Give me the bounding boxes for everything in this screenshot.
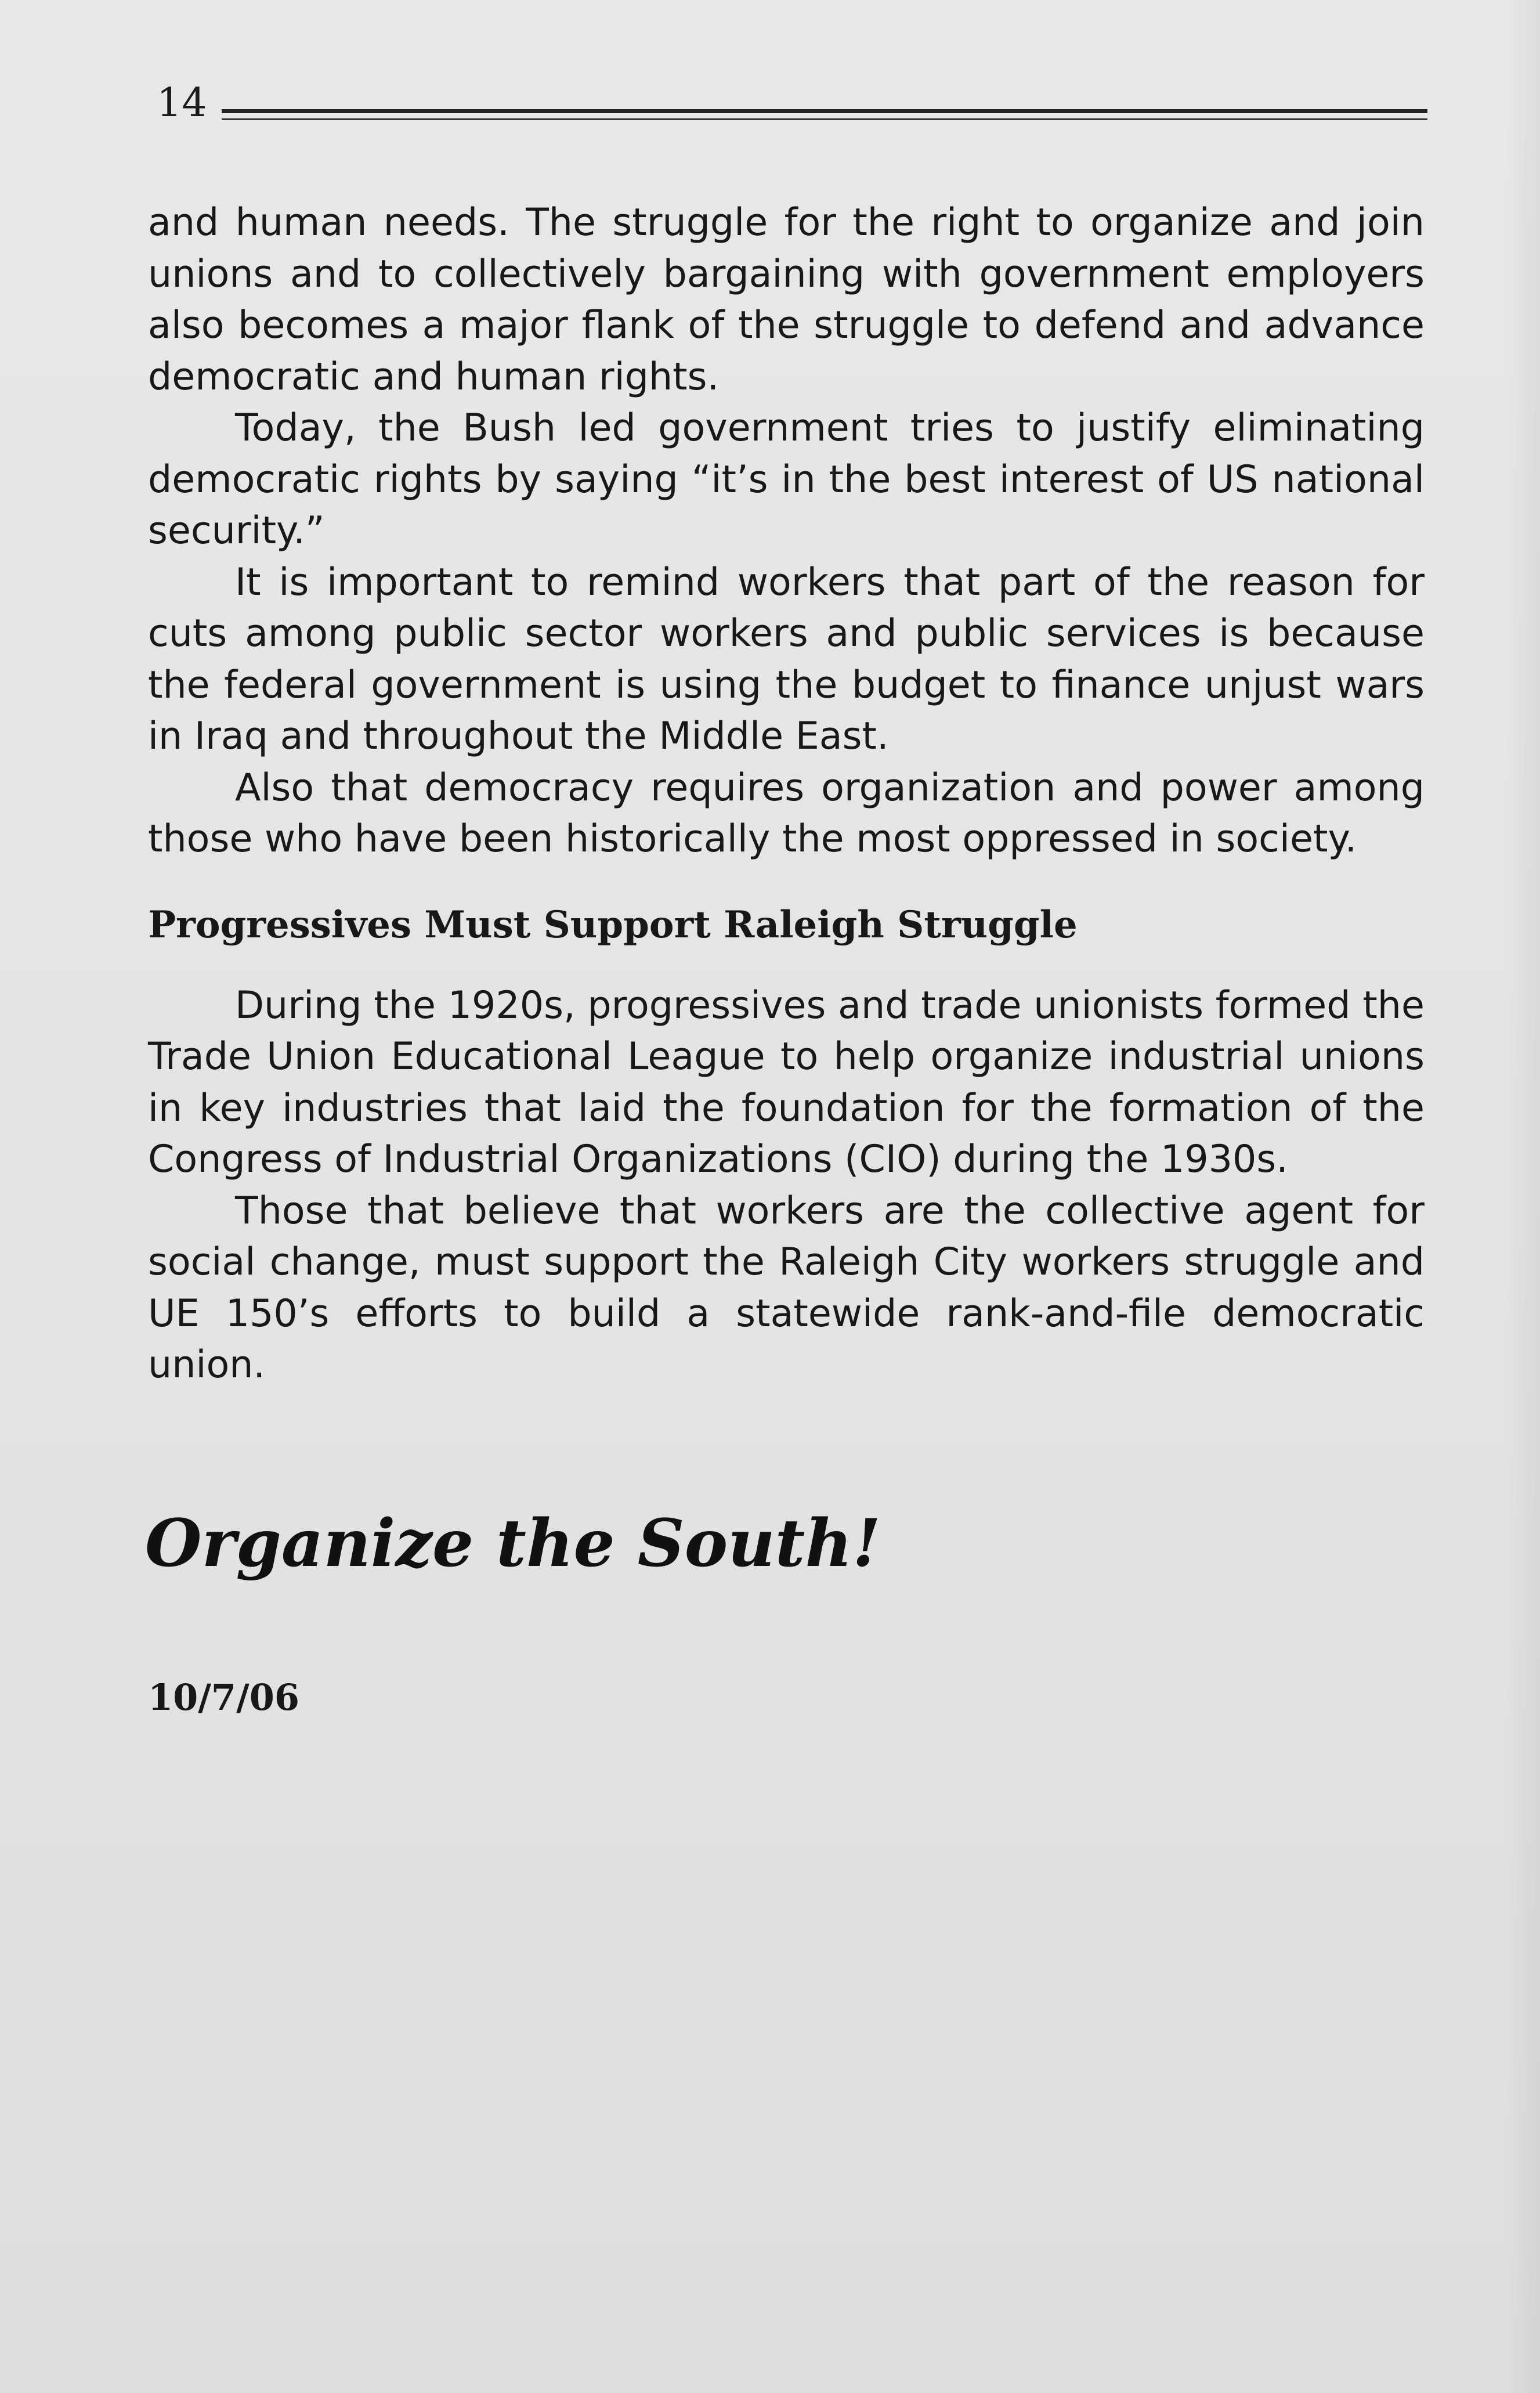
header-rule-thick xyxy=(222,109,1427,113)
page-edge-shadow xyxy=(1505,0,1540,2393)
paragraph-budget-cuts: It is important to remind workers that part of the reason for cuts among public sector workers and public services is because the federal government is using the budget to finance unjust wars in Iraq and throughout the Middle East. xyxy=(148,560,1425,758)
closing-slogan: Organize the South! xyxy=(145,1506,881,1582)
paragraph-support-struggle: Those that believe that workers are the collective agent for social change, must support the Raleigh City workers struggle and UE 150’s efforts to build a statewide rank-and-file democratic union. xyxy=(148,1189,1425,1387)
body-text xyxy=(148,197,1425,1391)
paragraph-democracy: Also that democracy requires organization and power among those who have been historically the most oppressed in society. xyxy=(148,766,1425,861)
paragraph-tuel-history: During the 1920s, progressives and trade unionists formed the Trade Union Educational League to help organize industrial unions in key industries that laid the foundation for the formation of the Congress of Industrial Organizations (CIO) during the 1930s. xyxy=(148,983,1425,1181)
page-header xyxy=(157,80,1427,127)
header-rule-thin xyxy=(222,118,1427,120)
article-date: 10/7/06 xyxy=(148,1676,299,1719)
page-number: 14 xyxy=(157,80,207,126)
paragraph-bush-government: Today, the Bush led government tries to justify eliminating democratic rights by saying “it’s in the best interest of US national security.” xyxy=(148,406,1425,553)
section-heading: Progressives Must Support Raleigh Struggle xyxy=(148,903,1078,947)
paragraph-continued: and human needs. The struggle for the right to organize and join unions and to collectively bargaining with government employers also becomes a major flank of the struggle to defend and advance democratic and human rights. xyxy=(148,201,1425,399)
